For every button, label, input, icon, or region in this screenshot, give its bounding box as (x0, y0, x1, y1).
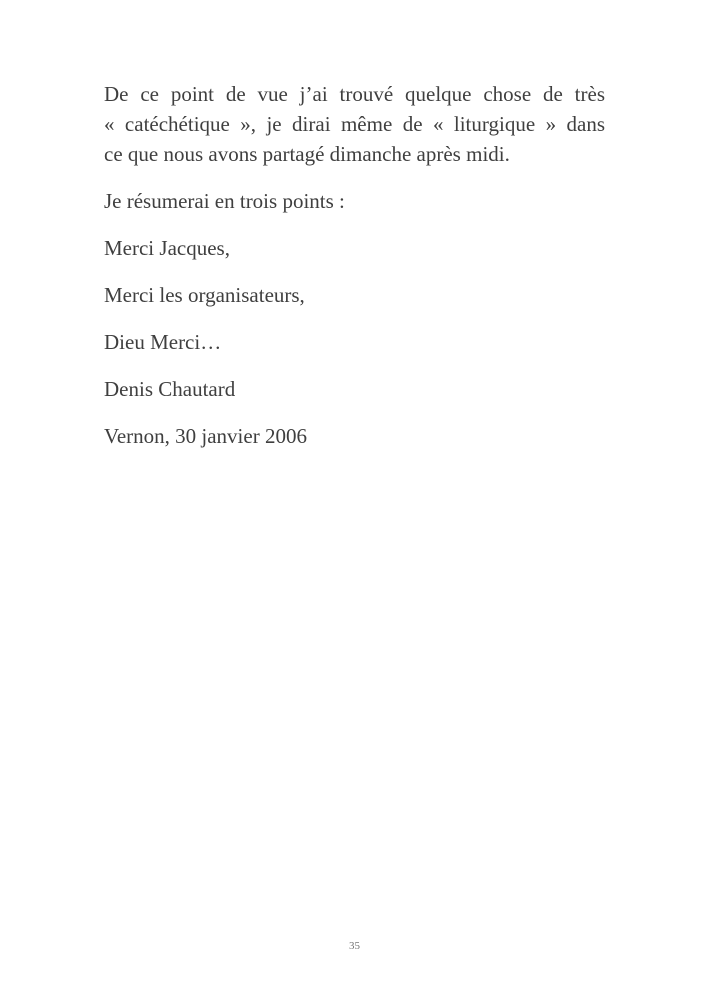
paragraph-intro (104, 79, 605, 169)
paragraph-intro-line-2: « catéchétique », je dirai même de « liturgique » dans (104, 112, 605, 136)
paragraph-merci-jacques: Merci Jacques, (104, 236, 230, 260)
paragraph-summary: Je résumerai en trois points : (104, 189, 345, 213)
page-number: 35 (349, 940, 360, 952)
paragraph-intro-line-1: De ce point de vue j’ai trouvé quelque chose de très (104, 82, 605, 106)
paragraph-signature: Denis Chautard (104, 377, 236, 401)
paragraph-date-place: Vernon, 30 janvier 2006 (104, 424, 307, 448)
paragraph-merci-organisateurs: Merci les organisateurs, (104, 283, 305, 307)
paragraph-dieu-merci: Dieu Merci… (104, 330, 222, 354)
text-block (104, 79, 605, 468)
paragraph-intro-line-3: ce que nous avons partagé dimanche après midi. (104, 142, 510, 166)
